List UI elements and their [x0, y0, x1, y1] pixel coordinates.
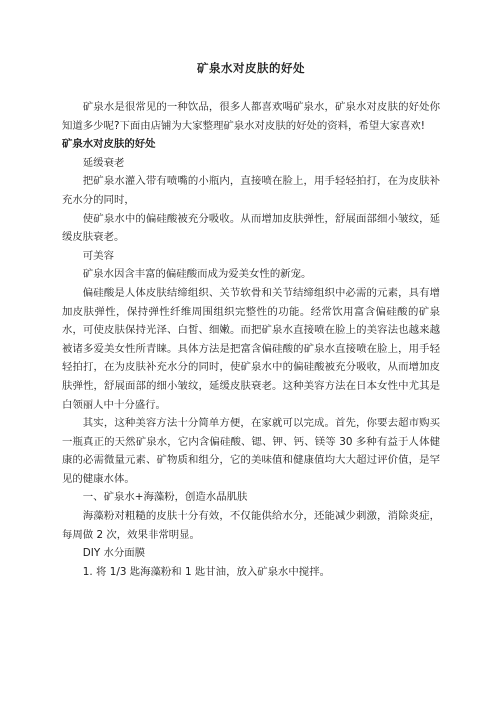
paragraph: 把矿泉水灌入带有喷嘴的小瓶内，直接喷在脸上，用手轻轻拍打，在为皮肤补充水分的同时， [62, 175, 440, 206]
paragraph: 矿泉水因含丰富的偏硅酸而成为爱美女性的新宠。 [82, 268, 312, 281]
paragraph: 一、矿泉水+海藻粉，创造水晶肌肤 [82, 491, 248, 504]
document-body [62, 98, 440, 581]
paragraph: 偏硅酸是人体皮肤结缔组织、关节软骨和关节结缔组织中必需的元素，具有增加皮肤弹性，保持弹性纤维周围组织完整性的功能。经常饮用富含偏硅酸的矿泉水，可使皮肤保持光泽、白皙、细嫩。而把矿泉水直接喷在脸上的美容法也越来越被诸多爱美女性所青睐。具体方法是把富含偏硅酸的矿泉水直接喷在脸上，用手轻轻拍打，在为皮肤补充水分的同时，使矿泉水中的偏硅酸被充分吸收，从而增加皮肤弹性，舒展面部的细小皱纹，延缓皮肤衰老。这种美容方法在日本女性中尤其是白领丽人中十分盛行。 [62, 286, 440, 411]
paragraph: DIY 水分面膜 [82, 547, 146, 560]
paragraph: 其实，这种美容方法十分简单方便，在家就可以完成。首先，你要去超市购买一瓶真正的天然矿泉水，它内含偏硅酸、锶、钾、钙、镁等 30 多种有益于人体健康的必需微量元素、矿物质和组分，它的美味值和健康值均大大超过评价值，是罕见的健康水体。 [62, 417, 440, 485]
paragraph: 使矿泉水中的偏硅酸被充分吸收。从而增加皮肤弹性，舒展面部细小皱纹，延缓皮肤衰老。 [62, 212, 440, 244]
paragraph: 延缓衰老 [82, 156, 125, 169]
document-title: 矿泉水对皮肤的好处 [197, 61, 305, 75]
paragraph: 1. 将 1/3 匙海藻粉和 1 匙甘油，放入矿泉水中搅拌。 [82, 565, 330, 578]
paragraph: 矿泉水是很常见的一种饮品，很多人都喜欢喝矿泉水，矿泉水对皮肤的好处你知道多少呢?下面由店铺为大家整理矿泉水对皮肤的好处的资料，希望大家喜欢! [62, 101, 440, 132]
section-heading: 矿泉水对皮肤的好处 [62, 138, 156, 151]
paragraph: 海藻粉对粗糙的皮肤十分有效，不仅能供给水分，还能减少刺激，消除炎症，每周做 2 次，效果非常明显。 [62, 510, 440, 541]
paragraph: 可美容 [82, 249, 114, 262]
